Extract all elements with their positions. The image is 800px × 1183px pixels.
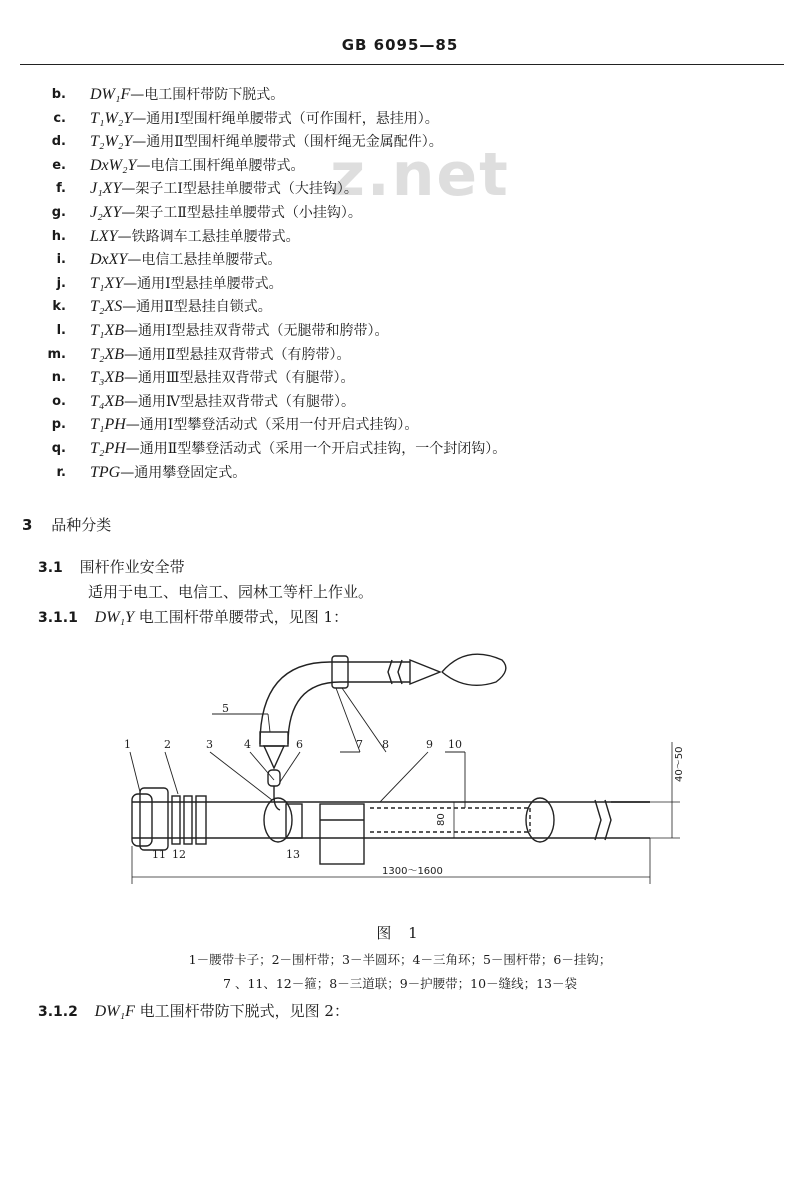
list-item-letter: e. [52, 157, 66, 173]
part-label: 11 [152, 848, 166, 861]
list-item [0, 272, 800, 296]
section-title: 围杆作业安全带 [79, 558, 185, 576]
list-item-text [90, 225, 300, 249]
pouch [320, 804, 364, 864]
belt-break [605, 800, 611, 840]
part-label: 8 [382, 738, 389, 751]
list-item-text [90, 83, 284, 107]
list-item [0, 390, 800, 414]
list-item [0, 83, 800, 107]
figure-1-diagram [110, 632, 690, 902]
figure-1-legend-line-1: 1－腰带卡子；2－围杆带；3－半圆环；4－三角环；5－围杆带；6－挂钩； [188, 952, 612, 967]
type-description: —通用Ⅰ型围杆绳单腰带式（可作围杆，悬挂用）。 [132, 110, 439, 127]
list-item-letter: o. [52, 393, 66, 409]
list-item-text [90, 343, 351, 367]
type-description: —通用Ⅲ型悬挂双背带式（有腿带）。 [124, 370, 355, 387]
type-code: T₂W₂Y [90, 133, 133, 151]
list-item [0, 201, 800, 225]
list-item-letter: f. [56, 181, 66, 197]
type-description: —架子工Ⅱ型悬挂单腰带式（小挂钩）。 [121, 205, 362, 221]
type-description: —电工围杆带防下脱式。 [130, 87, 285, 103]
section-number: 3.1 [38, 560, 63, 576]
belt-buckle [140, 788, 168, 850]
list-item-text [90, 248, 281, 272]
dim-height-label: 40～50 [674, 746, 685, 782]
hoop [172, 796, 180, 844]
list-item-text [90, 201, 362, 225]
list-item-letter: h. [51, 228, 66, 244]
type-code: T₁W₂Y [90, 109, 133, 127]
section-3-heading [22, 514, 111, 535]
page-header: GB 6095—85 [341, 36, 459, 54]
list-item [0, 177, 800, 201]
list-item [0, 225, 800, 249]
pole-belt [288, 682, 370, 744]
list-item [0, 413, 800, 437]
part-label: 10 [448, 738, 462, 751]
list-item-text [90, 437, 506, 461]
part-label: 4 [244, 738, 251, 751]
type-code: J₁XY [90, 180, 122, 198]
type-code: J₂XY [90, 204, 122, 221]
hoop [286, 804, 302, 838]
type-code: DW₁F [90, 86, 131, 103]
list-item-text [90, 154, 304, 178]
list-item-text [90, 413, 418, 437]
section-3-1-text: 适用于电工、电信工、园林工等杆上作业。 [88, 583, 374, 601]
list-item [0, 248, 800, 272]
type-description: —通用Ⅱ型攀登活动式（采用一个开启式挂钩，一个封闭钩）。 [125, 441, 507, 457]
type-description: —通用Ⅱ型围杆绳单腰带式（围杆绳无金属配件）。 [132, 134, 443, 151]
list-item-text [90, 130, 443, 154]
list-item-letter: l. [56, 323, 66, 338]
part-label: 9 [426, 738, 433, 751]
belt-break [388, 660, 392, 684]
hoop [196, 796, 206, 844]
list-item-letter: m. [47, 346, 66, 362]
type-code: TPG [90, 463, 121, 481]
list-item-letter: j. [56, 275, 66, 291]
list-item-letter: n. [51, 370, 66, 386]
type-code: T₃XB [90, 369, 125, 387]
type-code: T₁XY [90, 274, 124, 292]
type-description: —电信工悬挂单腰带式。 [127, 252, 282, 269]
type-description: —通用Ⅱ型悬挂自锁式。 [122, 299, 272, 316]
type-description: —通用Ⅱ型悬挂双背带式（有胯带）。 [124, 346, 351, 363]
list-item-text [90, 107, 439, 131]
list-item-text [90, 177, 358, 201]
list-item-letter: g. [51, 205, 66, 220]
list-item [0, 319, 800, 343]
part-label: 6 [296, 738, 303, 751]
section-title: 品种分类 [51, 516, 112, 534]
triangle-ring [410, 660, 440, 684]
belt-break [398, 660, 402, 684]
list-item [0, 295, 800, 319]
list-item-text [90, 319, 389, 343]
list-item [0, 130, 800, 154]
list-item-text [90, 295, 272, 319]
header-rule [20, 64, 784, 65]
section-title: 电工围杆带防下脱式，见图 2： [139, 1002, 349, 1020]
list-item-letter: k. [52, 299, 66, 315]
part-label: 2 [164, 738, 171, 751]
list-item-letter: q. [51, 441, 66, 456]
part-label: 1 [124, 738, 131, 751]
list-item [0, 343, 800, 367]
list-item [0, 366, 800, 390]
list-item-text [90, 390, 355, 414]
section-number: 3 [22, 516, 33, 534]
type-description: —通用Ⅰ型悬挂单腰带式。 [123, 275, 283, 292]
type-description: —通用Ⅰ型攀登活动式（采用一付开启式挂钩）。 [125, 417, 419, 434]
belt-break [595, 800, 601, 840]
type-code: T₂XB [90, 345, 125, 363]
dim-width-label: 80 [436, 813, 447, 826]
list-item-text [90, 272, 283, 296]
half-ring [526, 798, 554, 842]
type-code: T₁PH [90, 416, 126, 434]
triangle-ring [264, 746, 284, 768]
list-item-letter: r. [56, 464, 66, 480]
type-code: DxW₂Y [90, 156, 137, 174]
list-item-letter: i. [56, 252, 66, 268]
type-code: T₄XB [90, 392, 125, 410]
type-code: T₂XS [90, 298, 123, 316]
list-item-letter: b. [51, 87, 66, 102]
type-code: DxXY [90, 251, 128, 269]
section-title: 电工围杆带单腰带式，见图 1： [138, 608, 349, 626]
hoop [184, 796, 192, 844]
three-loop [332, 656, 348, 688]
list-item [0, 461, 800, 485]
figure-1-legend-line-2: 7 、11、12－箍；8－三道联；9－护腰带；10－缝线；13－袋 [223, 976, 577, 991]
section-number: 3.1.1 [38, 610, 78, 626]
type-code: LXY [90, 227, 118, 245]
hook [442, 654, 506, 685]
type-description: —通用攀登固定式。 [120, 464, 247, 481]
section-number: 3.1.2 [38, 1004, 78, 1020]
section-3-1-2-heading [38, 1000, 349, 1021]
list-item-letter: d. [51, 134, 66, 150]
list-item-text [90, 366, 355, 390]
list-item [0, 107, 800, 131]
part-label: 13 [286, 848, 300, 861]
section-3-1-1-heading [38, 606, 348, 627]
type-code: DW₁Y [94, 609, 134, 626]
list-item-letter: c. [53, 110, 66, 126]
list-item [0, 437, 800, 461]
list-item-letter: p. [51, 417, 66, 433]
watermark: z.net [330, 140, 510, 210]
part-label: 3 [206, 738, 213, 751]
type-code: DW₁F [94, 1003, 135, 1020]
type-description: —通用Ⅰ型悬挂双背带式（无腿带和胯带）。 [124, 323, 389, 339]
type-description: —电信工围杆绳单腰带式。 [136, 157, 305, 174]
dim-length-label: 1300～1600 [382, 866, 443, 877]
part-label: 12 [172, 848, 186, 861]
part-label: 7 [356, 738, 363, 751]
figure-1-title: 图 1 [376, 924, 424, 942]
type-code: T₁XB [90, 322, 125, 339]
list-item-text [90, 461, 246, 485]
part-label: 5 [222, 702, 229, 715]
type-description: —通用Ⅳ型悬挂双背带式（有腿带）。 [124, 393, 356, 410]
type-code: T₂PH [90, 440, 126, 457]
type-description: —架子工Ⅰ型悬挂单腰带式（大挂钩）。 [121, 181, 358, 198]
list-item [0, 154, 800, 178]
type-description: —铁路调车工悬挂单腰带式。 [117, 228, 300, 245]
section-3-1-heading [38, 556, 185, 577]
